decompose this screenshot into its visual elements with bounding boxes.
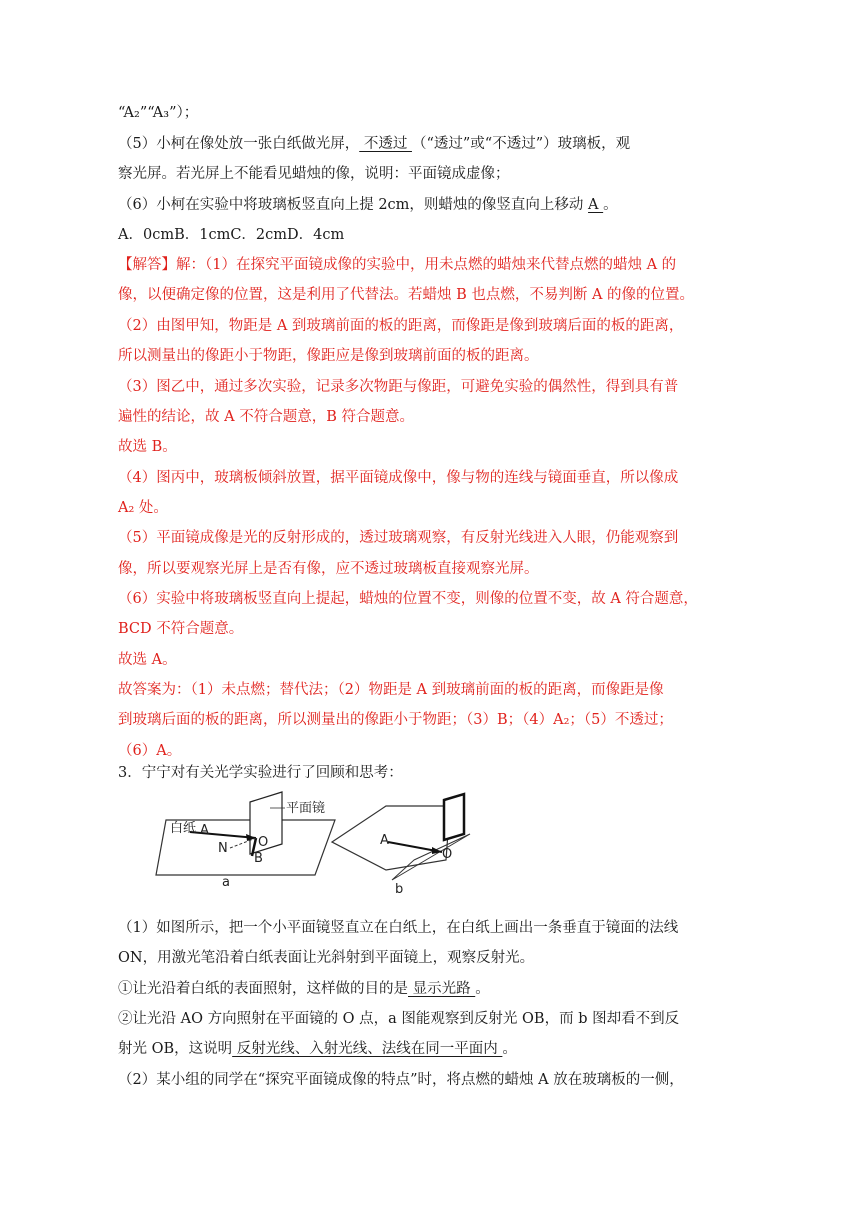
answer-blank: 显示光路	[408, 981, 476, 997]
solution-line	[118, 315, 683, 337]
solution-line	[118, 558, 539, 580]
solution-line	[118, 709, 673, 731]
text-span: （3）图乙中，通过多次实验，记录多次物距与像距，可避免实验的偶然性，得到具有普	[118, 379, 679, 395]
text-span: 到玻璃后面的板的距离，所以测量出的像距小于物距；（3）B；（4）A₂；（5）不透过；	[118, 712, 673, 728]
text-line	[118, 163, 510, 185]
mirror-figure	[150, 790, 510, 900]
question-title	[118, 762, 403, 784]
answer-blank: 反射光线、入射光线、法线在同一平面内	[232, 1041, 503, 1057]
text-span: 3．宁宁对有关光学实验进行了回顾和思考：	[118, 765, 403, 781]
text-span: 遍性的结论，故 A 不符合题意，B 符合题意。	[118, 409, 414, 425]
text-span: （“透过”或“不透过”）玻璃板，观	[411, 136, 631, 152]
text-span: A．0cmB．1cmC．2cmD．4cm	[118, 227, 345, 243]
text-span: 所以测量出的像距小于物距，像距应是像到玻璃前面的板的距离。	[118, 348, 539, 364]
text-span: 解：（1）在探究平面镜成像的实验中，用未点燃的蜡烛来代替点燃的蜡烛 A 的	[176, 257, 677, 273]
text-span: （5）平面镜成像是光的反射形成的，透过玻璃观察，有反射光线进入人眼，仍能观察到	[118, 530, 679, 546]
figure-svg	[150, 790, 510, 900]
text-line	[118, 978, 490, 1000]
point-b: B	[254, 851, 263, 866]
point-a: A	[200, 823, 209, 838]
solution-line	[118, 740, 181, 762]
point-n: N	[218, 841, 228, 856]
text-span: 射光 OB，这说明	[118, 1041, 233, 1057]
text-span: （6）A。	[118, 743, 182, 759]
text-span: ON，用激光笔沿着白纸表面让光斜射到平面镜上，观察反射光。	[118, 950, 535, 966]
text-span: 。	[475, 981, 490, 997]
solution-line	[118, 345, 539, 367]
text-span: BCD 不符合题意。	[118, 621, 244, 637]
text-line	[118, 917, 678, 939]
paper-label: 白纸	[170, 821, 197, 836]
solution-line	[118, 284, 694, 306]
text-span: 像，以便确定像的位置，这是利用了代替法。若蜡烛 B 也点燃，不易判断 A 的像的位置。	[118, 287, 695, 303]
solution-line	[118, 497, 168, 519]
point-a-b: A	[380, 833, 389, 848]
solution-line	[118, 376, 678, 398]
answer-blank: A	[588, 197, 604, 213]
point-o-b: O	[442, 847, 453, 862]
text-line	[118, 947, 534, 969]
text-line	[118, 224, 344, 246]
solution-line	[118, 679, 664, 701]
answer-blank: 不透过	[359, 136, 412, 152]
text-span: （6）实验中将玻璃板竖直向上提起，蜡烛的位置不变，则像的位置不变，故 A 符合题意，	[118, 591, 698, 607]
solution-line	[118, 467, 678, 489]
mirror-b	[444, 794, 464, 840]
text-span: （6）小柯在实验中将玻璃板竖直向上提 2cm，则蜡烛的像竖直向上移动	[118, 197, 589, 213]
text-span: A₂ 处。	[118, 500, 168, 516]
paper-b-fold	[392, 834, 470, 880]
solution-line	[118, 588, 698, 610]
text-span: （4）图丙中，玻璃板倾斜放置，据平面镜成像中，像与物的连线与镜面垂直，所以像成	[118, 470, 679, 486]
caption-b: b	[395, 882, 404, 897]
paper-b	[332, 806, 453, 870]
text-span: 故答案为：（1）未点燃；替代法；（2）物距是 A 到玻璃前面的板的距离，而像距是像	[118, 682, 664, 698]
text-span: “A₂”“A₃”）；	[118, 105, 199, 121]
text-span: 故选 B。	[118, 439, 177, 455]
text-span: 。	[603, 197, 618, 213]
mirror-label: 平面镜	[286, 801, 326, 816]
text-span: 像，所以要观察光屏上是否有像，应不透过玻璃板直接观察光屏。	[118, 561, 539, 577]
text-line	[118, 194, 618, 216]
text-line	[118, 1038, 517, 1060]
solution-line	[118, 406, 414, 428]
text-span: （2）由图甲知，物距是 A 到玻璃前面的板的距离，而像距是像到玻璃后面的板的距离，	[118, 318, 684, 334]
solution-line	[118, 254, 676, 276]
text-span: （5）小柯在像处放一张白纸做光屏，	[118, 136, 360, 152]
text-line	[118, 1008, 679, 1030]
solution-line	[118, 436, 177, 458]
text-span: （2）某小组的同学在“探究平面镜成像的特点”时，将点燃的蜡烛 A 放在玻璃板的一侧，	[118, 1072, 684, 1088]
caption-a: a	[222, 875, 230, 890]
text-span: ①让光沿着白纸的表面照射，这样做的目的是	[118, 981, 408, 997]
text-span: 。	[502, 1041, 517, 1057]
solution-line	[118, 618, 243, 640]
text-span: 察光屏。若光屏上不能看见蜡烛的像，说明：平面镜成虚像；	[118, 166, 510, 182]
text-span: 故选 A。	[118, 652, 177, 668]
solution-line	[118, 527, 678, 549]
solution-heading: 【解答】	[118, 257, 176, 273]
text-line	[118, 1069, 684, 1091]
text-line	[118, 102, 198, 124]
text-span: ②让光沿 AO 方向照射在平面镜的 O 点，a 图能观察到反射光 OB，而 b 图却看不到反	[118, 1011, 680, 1027]
point-o: O	[258, 835, 269, 850]
solution-line	[118, 649, 177, 671]
text-line	[118, 133, 630, 155]
text-span: （1）如图所示，把一个小平面镜竖直立在白纸上，在白纸上画出一条垂直于镜面的法线	[118, 920, 679, 936]
